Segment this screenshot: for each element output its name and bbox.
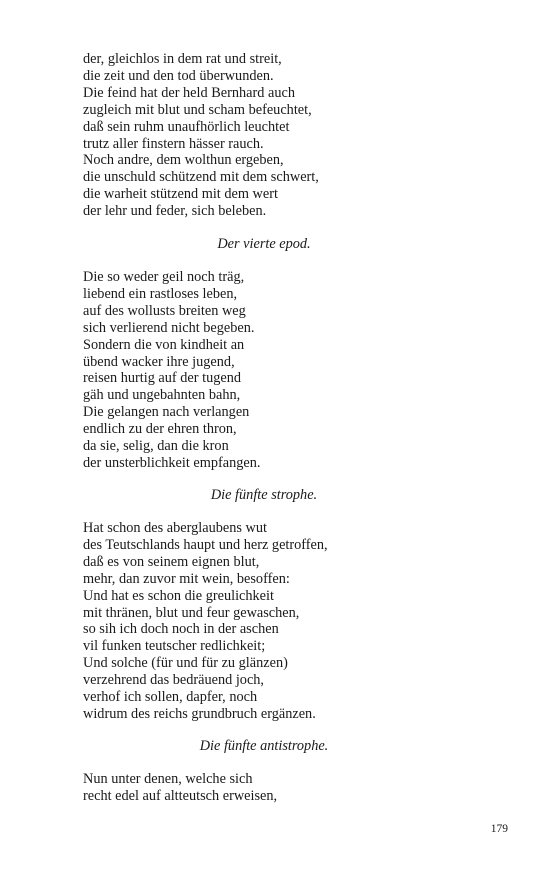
verse-line: mit thränen, blut und feur gewaschen, bbox=[83, 604, 300, 621]
verse-line: liebend ein rastloses leben, bbox=[83, 285, 238, 302]
page-number: 179 bbox=[490, 823, 508, 835]
verse-line: Sondern die von kindheit an bbox=[83, 336, 245, 353]
verse-line: Die so weder geil noch träg, bbox=[83, 269, 245, 285]
verse-line: endlich zu der ehren thron, bbox=[83, 421, 237, 438]
verse-line: der lehr und feder, sich beleben. bbox=[83, 203, 267, 220]
verse-line: Nun unter denen, welche sich bbox=[83, 771, 253, 787]
section-heading-epod-4: Der vierte epod. bbox=[217, 236, 311, 252]
verse-line: die warheit stützend mit dem wert bbox=[83, 186, 278, 203]
verse-line: widrum des reichs grundbruch ergänzen. bbox=[83, 705, 316, 722]
verse-line: der, gleichlos in dem rat und streit, bbox=[83, 51, 282, 67]
section-heading-strophe-5: Die fünfte strophe. bbox=[210, 487, 318, 503]
verse-line: trutz aller finstern hässer rauch. bbox=[83, 135, 264, 152]
verse-line: Die gelangen nach verlangen bbox=[83, 404, 250, 421]
verse-line: Und solche (für und für zu glänzen) bbox=[83, 655, 288, 672]
stanza-2 bbox=[83, 269, 523, 472]
verse-line: daß sein ruhm unaufhörlich leuchtet bbox=[83, 118, 290, 135]
verse-line: gäh und ungebahnten bahn, bbox=[83, 387, 241, 404]
stanza-4 bbox=[83, 771, 523, 805]
verse-line: Noch andre, dem wolthun ergeben, bbox=[83, 152, 284, 169]
stanza-3 bbox=[83, 520, 523, 723]
verse-line: des Teutschlands haupt und herz getroffen, bbox=[83, 536, 328, 553]
verse-line: der unsterblichkeit empfangen. bbox=[83, 454, 261, 471]
verse-line: da sie, selig, dan die kron bbox=[83, 438, 229, 455]
verse-line: auf des wollusts breiten weg bbox=[83, 302, 246, 319]
verse-line: zugleich mit blut und scham befeuchtet, bbox=[83, 101, 312, 118]
verse-line: verzehrend das bedräuend joch, bbox=[83, 672, 265, 689]
verse-line: reisen hurtig auf der tugend bbox=[83, 370, 242, 387]
verse-line: übend wacker ihre jugend, bbox=[83, 353, 235, 370]
verse-line: daß es von seinem eignen blut, bbox=[83, 553, 260, 570]
verse-line: recht edel auf altteutsch erweisen, bbox=[83, 787, 278, 804]
verse-line: Und hat es schon die greulichkeit bbox=[83, 587, 274, 604]
verse-line: Hat schon des aberglaubens wut bbox=[83, 520, 267, 536]
verse-line: so sih ich doch noch in der aschen bbox=[83, 621, 279, 638]
verse-line: mehr, dan zuvor mit wein, besoffen: bbox=[83, 570, 290, 587]
verse-line: Die feind hat der held Bernhard auch bbox=[83, 84, 295, 101]
verse-line: die zeit und den tod überwunden. bbox=[83, 67, 274, 84]
verse-line: sich verlierend nicht begeben. bbox=[83, 319, 255, 336]
verse-line: vil funken teutscher redlichkeit; bbox=[83, 638, 266, 655]
section-heading-antistrophe-5: Die fünfte antistrophe. bbox=[199, 738, 329, 754]
verse-line: verhof ich sollen, dapfer, noch bbox=[83, 689, 258, 706]
stanza-1 bbox=[83, 51, 523, 220]
verse-line: die unschuld schützend mit dem schwert, bbox=[83, 169, 319, 186]
